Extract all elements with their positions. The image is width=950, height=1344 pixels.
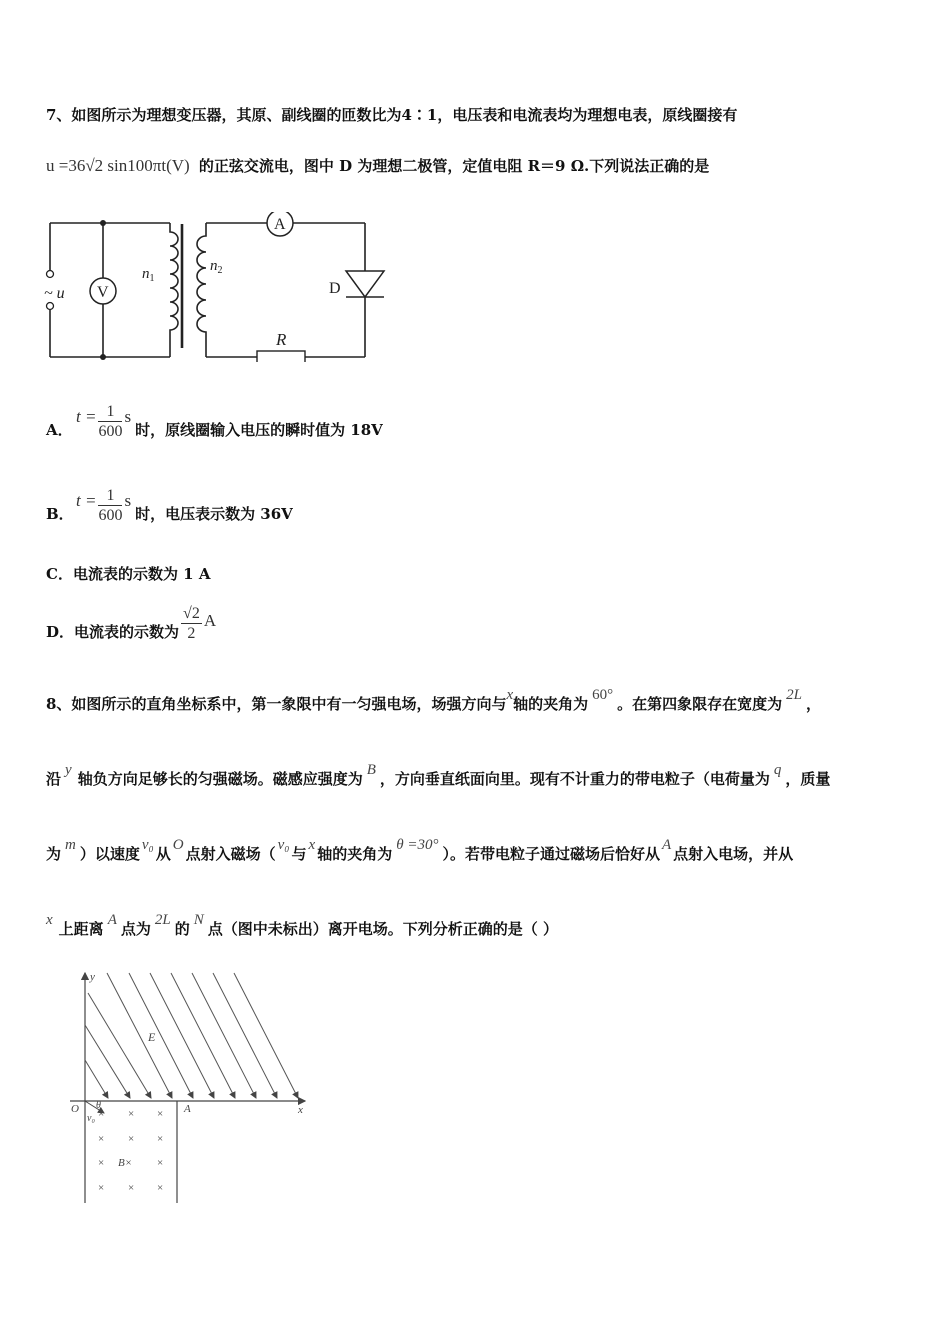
q7-option-c: C．电流表的示数为 1 A xyxy=(46,565,211,583)
y-axis-label: y xyxy=(90,971,95,983)
q8-line2: 沿 y 轴负方向足够长的匀强磁场。磁感应强度为 B ，方向垂直纸面向里。现有不计重力的带电粒子（电荷量为 q ，质量 xyxy=(46,762,831,788)
theta-label: θ xyxy=(96,1100,101,1111)
cross-icon: × xyxy=(128,1133,135,1145)
q7-option-a: A． t = $\frac{1}{600}$ s 时，原线圈输入电压的瞬时值为 18V xyxy=(46,402,383,440)
cross-icon: × xyxy=(128,1182,135,1194)
source-terminal-bottom xyxy=(47,303,54,310)
voltmeter-label: V xyxy=(97,284,109,301)
ammeter-label: A xyxy=(274,216,286,233)
cross-icon: × xyxy=(157,1157,164,1169)
q7-stem-line1: 7、如图所示为理想变压器，其原、副线圈的匝数比为4∶1，电压表和电流表均为理想电表，原线圈接有 xyxy=(46,106,738,124)
cross-icon: × xyxy=(98,1182,105,1194)
diode-icon xyxy=(346,271,384,297)
cross-icon: × xyxy=(157,1108,164,1120)
q7-formula: u =36√2 sin100πt(V) xyxy=(46,156,190,175)
x-axis-label: x xyxy=(298,1104,303,1116)
fraction-1-600: $\frac{1}{600}$ xyxy=(98,402,123,440)
cross-icon: × xyxy=(98,1157,105,1169)
q8-line1: 8、如图所示的直角坐标系中，第一象限中有一匀强电场，场强方向与x轴的夹角为 60° 。在第四象限存在宽度为 2L ， xyxy=(46,687,822,713)
q7-circuit-diagram xyxy=(40,212,400,362)
resistor-label: R xyxy=(276,330,287,349)
v0-label: v₀ xyxy=(87,1113,95,1124)
source-label: ~ u xyxy=(44,285,65,302)
q7-option-b: B． t = $\frac{1}{600}$ s 时，电压表示数为 36V xyxy=(46,486,293,524)
q8-line4: x 上距离 A 点为 2L 的 N 点（图中未标出）离开电场。下列分析正确的是（ ） xyxy=(46,912,558,938)
point-A-label: A xyxy=(184,1103,191,1115)
n1-label: $n_1$ xyxy=(142,266,155,284)
q7-option-d: D． 电流表的示数为 $\frac{√2}{2}$ A xyxy=(46,604,217,642)
cross-icon: × xyxy=(98,1133,105,1145)
q8-field-diagram xyxy=(62,965,322,1210)
q7-stem-line2: u =36√2 sin100πt(V) 的正弦交流电，图中 D 为理想二极管，定值电阻 R＝9 Ω.下列说法正确的是 xyxy=(46,156,710,175)
cross-icon: × xyxy=(157,1182,164,1194)
q8-line3: 为 m ）以速度 v₀ 从 O 点射入磁场（ v₀ 与 x 轴的夹角为 θ =30° ）。若带电粒子通过磁场后恰好从 A 点射入电场，并从 xyxy=(46,837,794,863)
fraction-1-600: $\frac{1}{600}$ xyxy=(98,486,123,524)
junction-dot-top xyxy=(100,220,106,226)
resistor-icon xyxy=(257,351,305,362)
cross-icon: × xyxy=(128,1108,135,1120)
fraction-sqrt2-over-2: $\frac{√2}{2}$ xyxy=(183,604,200,642)
cross-icon: × xyxy=(98,1108,105,1120)
cross-icon: × xyxy=(157,1133,164,1145)
diode-label: D xyxy=(329,280,341,297)
n2-label: $n_2$ xyxy=(210,258,223,276)
origin-label: O xyxy=(71,1103,79,1115)
junction-dot-bottom xyxy=(100,354,106,360)
field-E-label: E xyxy=(148,1030,156,1044)
source-terminal-top xyxy=(47,271,54,278)
field-B-label: B× xyxy=(118,1157,133,1169)
